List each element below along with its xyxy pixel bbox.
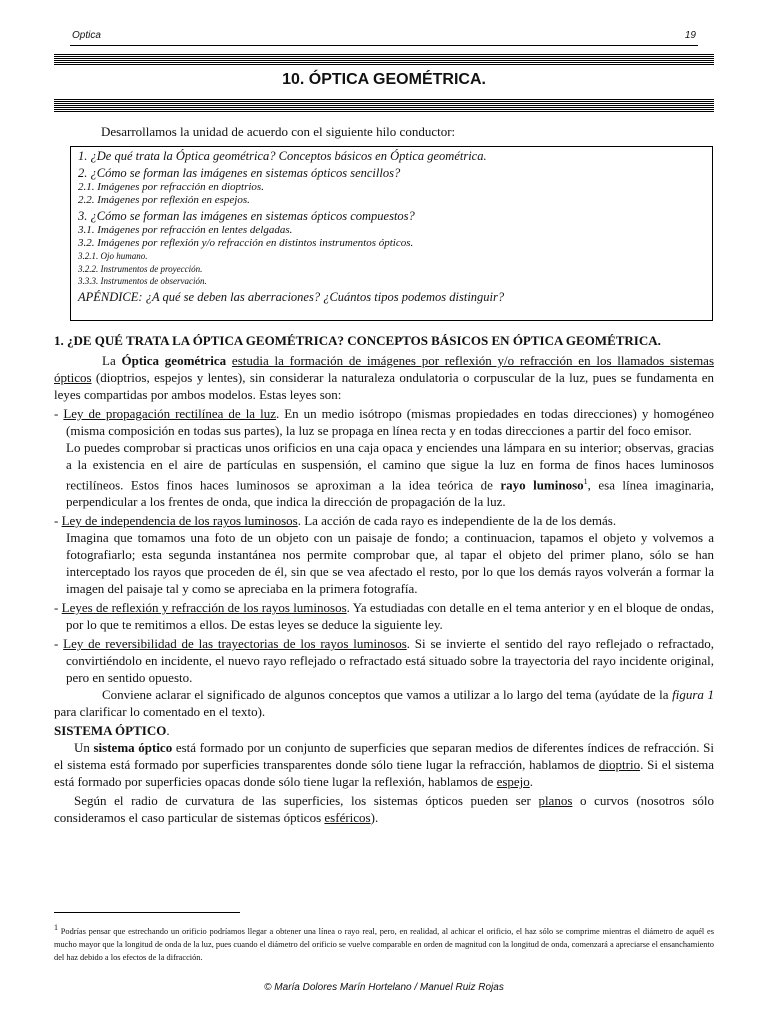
text-run: para clarificar lo comentado en el texto). bbox=[54, 704, 266, 720]
header-subject: Optica bbox=[72, 30, 101, 41]
underlined-definition: estudia la formación de imágenes por reflexión y/o refracción en los llamados sistemas ópticos bbox=[54, 353, 715, 385]
bold-term: sistema óptico bbox=[93, 740, 173, 756]
bullet-dash: - bbox=[54, 636, 64, 652]
section-heading: 1. ¿DE QUÉ TRATA LA ÓPTICA GEOMÉTRICA? CONCEPTOS BÁSICOS EN ÓPTICA GEOMÉTRICA. bbox=[54, 333, 661, 348]
outline-item: APÉNDICE: ¿A qué se deben las aberraciones? ¿Cuántos tipos podemos distinguir? bbox=[78, 289, 505, 304]
law-name: Ley de reversibilidad de las trayectorias de los rayos luminosos bbox=[63, 636, 407, 652]
underlined-term: esféricos bbox=[324, 810, 371, 826]
text-run: , esa línea imaginaria, perpendicular a los frentes de onda, que indica la dirección de propagación de la luz. bbox=[66, 477, 715, 510]
law-independence bbox=[54, 512, 714, 529]
footnote-divider bbox=[54, 912, 240, 913]
paragraph-sistema-optico bbox=[54, 739, 714, 790]
bold-term: rayo luminoso bbox=[500, 477, 584, 493]
text-run: . Si el sistema está formado por superficies opacas donde sólo tiene lugar la reflexión, hablamos de bbox=[54, 757, 714, 790]
footnote-text: Podrías pensar que estrechando un orificio podríamos llegar a obtener una línea o rayo real, pero, en realidad, al achicar el orificio, el haz sólo se comprime mientras el diámetro de aquél es mucho mayor que la longitud de onda de la luz, pues cuando el diámetro del orificio se vuelve comparable en orden de magnitud con la longitud de onda, comenzará a apreciarse el ensanchamiento del haz debido a los efectos de la difracción. bbox=[54, 926, 714, 962]
underlined-term: espejo bbox=[496, 774, 530, 790]
outline-item: 2.1. Imágenes por refracción en dioptrios. bbox=[78, 181, 264, 193]
outline-item: 3.1. Imágenes por refracción en lentes delgadas. bbox=[78, 224, 293, 236]
text-run: o curvos (nosotros sólo consideramos el caso particular de sistemas ópticos bbox=[54, 793, 714, 826]
title-band-bottom bbox=[54, 98, 714, 112]
text-run: está formado por un conjunto de superficies que separan medios de diferentes índices de refracción. Si el sistema está formado por superficies transparentes donde sólo tiene lugar la refracción, hablamos de bbox=[54, 740, 715, 773]
outline-item: 1. ¿De qué trata la Óptica geométrica? Conceptos básicos en Óptica geométrica. bbox=[78, 149, 487, 163]
bold-term: Óptica geométrica bbox=[121, 353, 227, 368]
text-run: ). bbox=[370, 810, 379, 826]
text-run: Conviene aclarar el significado de algunos conceptos que vamos a utilizar a lo largo del tema (ayúdate de la bbox=[102, 687, 673, 703]
outline-item: 3. ¿Cómo se forman las imágenes en sistemas ópticos compuestos? bbox=[78, 209, 415, 223]
footnote-number: 1 bbox=[54, 923, 58, 932]
intro-text: Desarrollamos la unidad de acuerdo con el siguiente hilo conductor: bbox=[101, 124, 456, 139]
paragraph-optica-geometrica bbox=[54, 352, 714, 403]
law-name: Leyes de reflexión y refracción de los rayos luminosos bbox=[61, 600, 347, 616]
figure-ref: figura 1 bbox=[672, 687, 714, 703]
outline-item: 3.2.2. Instrumentos de proyección. bbox=[78, 263, 203, 274]
law-reversibility bbox=[54, 635, 714, 686]
text-run: . bbox=[529, 774, 534, 790]
page-footer: © María Dolores Marín Hortelano / Manuel Ruiz Rojas bbox=[264, 982, 504, 993]
underlined-term: planos bbox=[538, 793, 573, 809]
text-run: (dioptrios, espejos y lentes), sin considerar la naturaleza ondulatoria o corpuscular de la luz, pues se fundamenta en leyes compartidas por ambos modelos. Estas leyes son: bbox=[54, 370, 714, 402]
law-independence-detail: Imagina que tomamos una foto de un objeto con un paisaje de fondo; a continuacion, tapamos el objeto y volvemos a fotografiarlo; esta segunda instantánea nos permite comprobar que, al tapar el objeto del primer plano, sólo se han interceptado los rayos que proceden de él, sin que se vea afectado el resto, por lo que los demás rayos volverán a formar la imagen del paisaje tal y como se apreciaba en la primera fotografía. bbox=[66, 530, 714, 597]
underlined-term: dioptrio bbox=[598, 757, 641, 773]
chapter-title: 10. ÓPTICA GEOMÉTRICA. bbox=[282, 71, 486, 88]
law-text: . En un medio isótropo (mismas propiedades en todas direcciones) y homogéneo (misma composición en todas sus partes), la luz se propaga en línea recta y en todas direcciones a partir del foco emisor. bbox=[66, 406, 715, 438]
law-text: . Si se invierte el sentido del rayo reflejado o refractado, convirtiéndolo en incidente, el nuevo rayo reflejado o refractado está situado sobre la trayectoria del rayo incidente original, pero en sentido opuesto. bbox=[66, 636, 714, 686]
footnote bbox=[54, 921, 714, 964]
bullet-dash: - bbox=[54, 406, 64, 421]
section-content bbox=[54, 332, 714, 826]
paragraph-concepts bbox=[54, 686, 714, 720]
law-propagation-detail bbox=[54, 439, 714, 510]
bullet-dash: - bbox=[54, 600, 62, 616]
subsection-title: SISTEMA ÓPTICO bbox=[54, 723, 167, 739]
law-name: Ley de independencia de los rayos luminosos bbox=[61, 513, 298, 529]
paragraph-curvature bbox=[54, 792, 714, 826]
page-number: 19 bbox=[684, 30, 696, 41]
law-reflection-refraction bbox=[54, 599, 714, 633]
law-name: Ley de propagación rectilínea de la luz bbox=[63, 406, 276, 421]
text-run: Según el radio de curvatura de las superficies, los sistemas ópticos pueden ser bbox=[74, 793, 539, 809]
subsection-heading bbox=[54, 722, 714, 739]
outline-item: 3.2.1. Ojo humano. bbox=[78, 251, 148, 261]
page-header bbox=[70, 29, 698, 46]
outline-item: 3.2. Imágenes por reflexión y/o refracción en distintos instrumentos ópticos. bbox=[78, 237, 414, 249]
outline-item: 2. ¿Cómo se forman las imágenes en sistemas ópticos sencillos? bbox=[78, 166, 401, 180]
title-band-top bbox=[54, 54, 714, 65]
text-run: Lo puedes comprobar si practicas unos orificios en una caja opaca y enciendes una lámpara en su interior; observas, gracias a la existencia en el aire de partículas en suspensión, el camino que sigue la luz en forma de finos haces luminosos rectilíneos. Estos finos haces luminosos se aproximan a la idea teórica de bbox=[66, 440, 714, 493]
outline-box bbox=[70, 146, 713, 321]
subsection-dot: . bbox=[166, 723, 170, 739]
outline-item: 3.3.3. Instrumentos de observación. bbox=[78, 276, 207, 286]
law-text: . La acción de cada rayo es independiente de la de los demás. bbox=[297, 513, 617, 529]
bullet-dash: - bbox=[54, 513, 62, 529]
law-text: . Ya estudiadas con detalle en el tema anterior y en el bloque de ondas, por lo que te remitimos a ellos. De estas leyes se deduce la siguiente ley. bbox=[66, 600, 714, 633]
footnote-ref: 1 bbox=[583, 477, 588, 486]
law-propagation bbox=[54, 405, 714, 439]
text-run: La bbox=[102, 353, 122, 368]
outline-item: 2.2. Imágenes por reflexión en espejos. bbox=[78, 194, 250, 206]
text-run: Un bbox=[74, 740, 94, 756]
